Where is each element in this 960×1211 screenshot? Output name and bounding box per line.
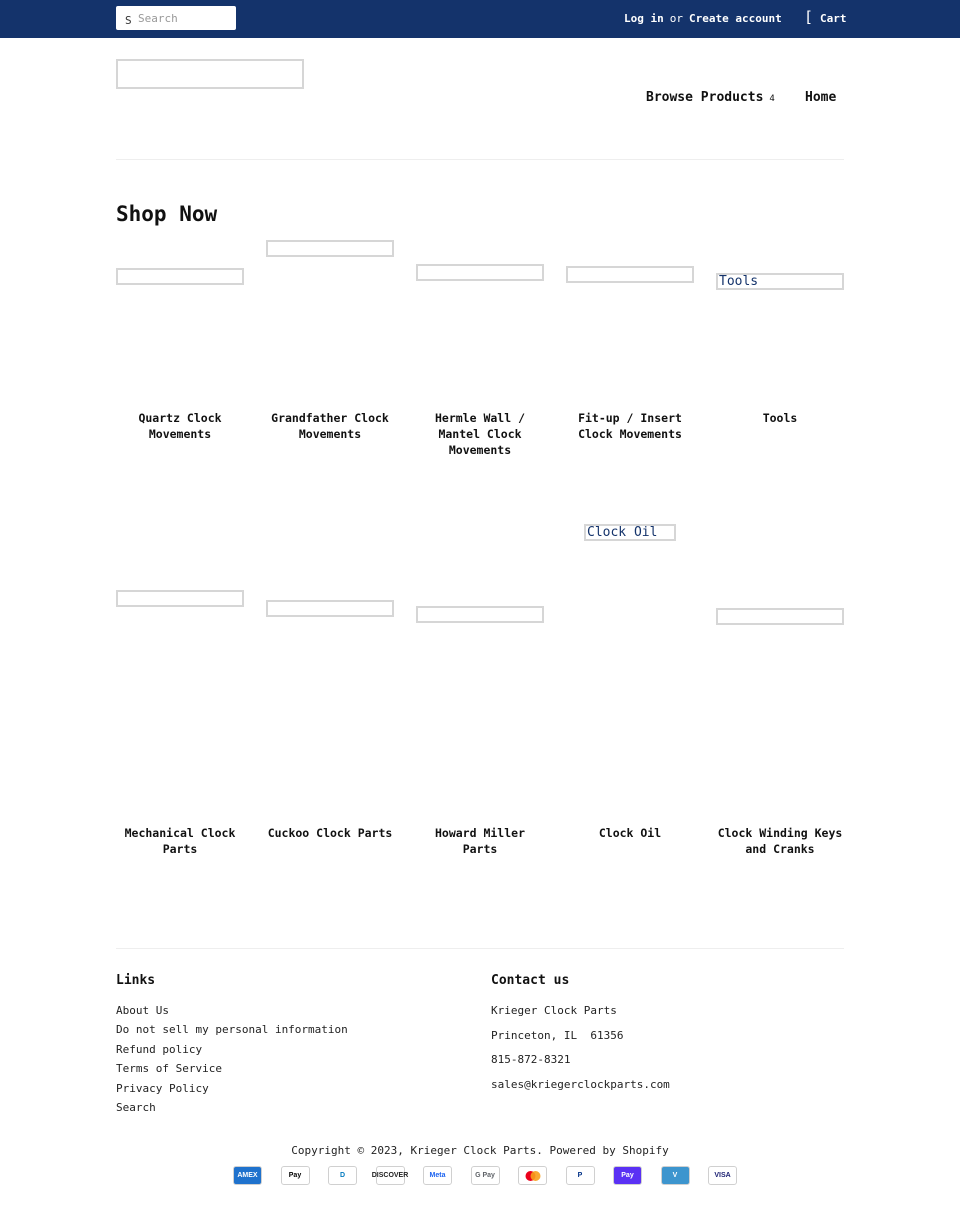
footer-links-heading: Links (116, 973, 156, 988)
footer-link-search[interactable]: Search (116, 1101, 156, 1114)
footer-link-refund[interactable]: Refund policy (116, 1043, 203, 1056)
venmo-icon: V (661, 1166, 690, 1185)
chevron-down-icon: 4 (769, 94, 775, 104)
search-input[interactable] (138, 9, 232, 27)
collection-image[interactable] (266, 600, 394, 617)
collection-image[interactable] (716, 608, 844, 625)
or-separator: or (669, 12, 683, 25)
diners-club-icon: D (328, 1166, 357, 1185)
collection-image[interactable] (266, 240, 394, 257)
collection-image[interactable] (416, 264, 544, 281)
collection-image[interactable] (566, 266, 694, 283)
header-divider (116, 159, 844, 160)
nav-browse-label: Browse Products (646, 90, 764, 105)
collection-image[interactable] (116, 268, 244, 285)
top-bar (0, 0, 960, 38)
collection-image[interactable]: Clock Oil (584, 524, 676, 541)
contact-company: Krieger Clock Parts (491, 1004, 617, 1017)
cart-link[interactable]: Cart (820, 12, 847, 25)
copyright: Copyright © 2023, Krieger Clock Parts. Powered by Shopify (291, 1144, 669, 1157)
footer-link-privacy[interactable]: Privacy Policy (116, 1082, 209, 1095)
collection-title[interactable]: Mechanical Clock Parts (124, 826, 236, 856)
discover-icon: DISCOVER (376, 1166, 405, 1185)
collection-image[interactable] (116, 590, 244, 607)
site-logo[interactable] (116, 59, 304, 89)
paypal-icon: P (566, 1166, 595, 1185)
account-links (624, 12, 782, 25)
amex-icon: AMEX (233, 1166, 262, 1185)
collection-title[interactable]: Clock Winding Keys and Cranks (717, 826, 843, 856)
collection-title[interactable]: Tools (762, 411, 798, 425)
contact-email: sales@kriegerclockparts.com (491, 1078, 670, 1091)
visa-icon: VISA (708, 1166, 737, 1185)
contact-phone: 815-872-8321 (491, 1053, 571, 1066)
meta-pay-icon: Meta (423, 1166, 452, 1185)
contact-address: Princeton, IL 61356 (491, 1029, 624, 1042)
collection-title[interactable]: Cuckoo Clock Parts (267, 826, 393, 840)
mastercard-icon (518, 1166, 547, 1185)
collection-title[interactable]: Clock Oil (598, 826, 662, 840)
collection-title[interactable]: Quartz Clock Movements (138, 411, 222, 441)
collection-title[interactable]: Fit-up / Insert Clock Movements (578, 411, 682, 441)
nav-home[interactable]: Home (805, 90, 837, 105)
payment-icons (233, 1166, 737, 1185)
collection-title[interactable]: Hermle Wall / Mantel Clock Movements (434, 411, 525, 457)
apple-pay-icon: Pay (281, 1166, 310, 1185)
search-icon[interactable]: S (125, 14, 132, 27)
collection-image[interactable] (416, 606, 544, 623)
login-link[interactable]: Log in (624, 12, 664, 25)
shop-pay-icon: Pay (613, 1166, 642, 1185)
footer-contact-heading: Contact us (491, 973, 570, 988)
cart-icon[interactable]: [ (804, 8, 814, 26)
google-pay-icon: G Pay (471, 1166, 500, 1185)
collection-title[interactable]: Howard Miller Parts (434, 826, 525, 856)
footer-link-do-not-sell[interactable]: Do not sell my personal information (116, 1023, 348, 1036)
create-account-link[interactable]: Create account (689, 12, 782, 25)
search-box[interactable] (116, 6, 236, 30)
page-title: Shop Now (116, 202, 218, 226)
footer-link-about[interactable]: About Us (116, 1004, 169, 1017)
nav-browse-products[interactable] (646, 90, 775, 105)
collection-title[interactable]: Grandfather Clock Movements (271, 411, 389, 441)
footer-divider (116, 948, 844, 949)
collection-image[interactable]: Tools (716, 273, 844, 290)
footer-link-terms[interactable]: Terms of Service (116, 1062, 222, 1075)
